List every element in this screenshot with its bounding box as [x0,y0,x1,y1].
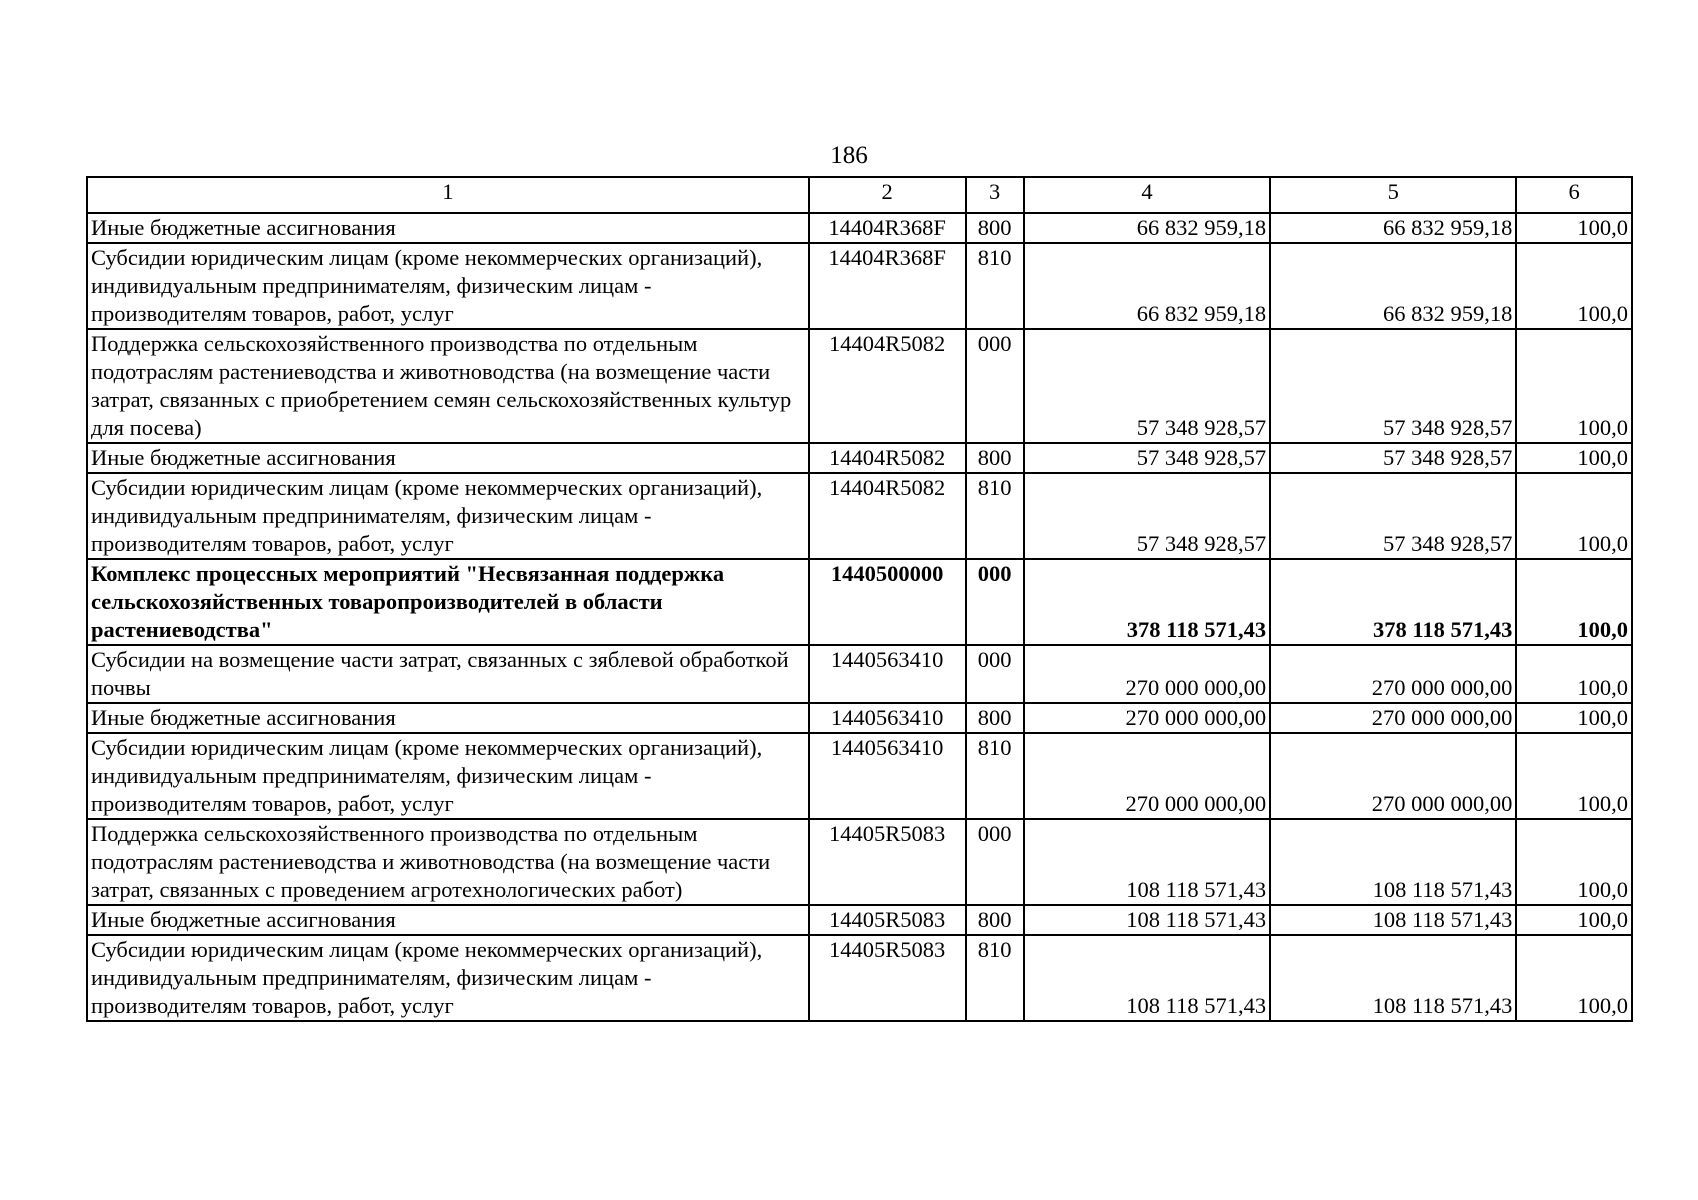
row-code-cell: 14404R5082 [809,473,966,559]
row-type-cell: 810 [966,473,1024,559]
row-percent-cell: 100,0 [1516,703,1632,733]
row-value5-cell: 108 118 571,43 [1270,905,1516,935]
row-name-cell: Иные бюджетные ассигнования [87,703,809,733]
row-code-cell: 1440563410 [809,645,966,703]
row-code-cell: 14405R5083 [809,819,966,905]
table-row [87,329,1632,443]
table-row [87,243,1632,329]
row-percent-cell: 100,0 [1516,443,1632,473]
row-value5-cell: 270 000 000,00 [1270,645,1516,703]
row-code-cell: 14404R5082 [809,443,966,473]
table-row [87,645,1632,703]
row-code-cell: 14405R5083 [809,935,966,1021]
row-name-cell: Иные бюджетные ассигнования [87,213,809,243]
table-row [87,473,1632,559]
row-value4-cell: 57 348 928,57 [1024,329,1270,443]
row-type-cell: 800 [966,443,1024,473]
row-name-cell: Иные бюджетные ассигнования [87,905,809,935]
row-type-cell: 000 [966,329,1024,443]
table-row [87,819,1632,905]
column-header: 1 [87,177,809,213]
row-code-cell: 14404R5082 [809,329,966,443]
row-name-cell: Субсидии юридическим лицам (кроме некоммерческих организаций), индивидуальным предпринимателям, физическим лицам - производителям товаров, работ, услуг [87,733,809,819]
row-value4-cell: 66 832 959,18 [1024,243,1270,329]
header-row [87,177,1632,213]
row-value4-cell: 108 118 571,43 [1024,935,1270,1021]
row-percent-cell: 100,0 [1516,819,1632,905]
row-value4-cell: 66 832 959,18 [1024,213,1270,243]
row-percent-cell: 100,0 [1516,559,1632,645]
column-header: 3 [966,177,1024,213]
row-type-cell: 800 [966,905,1024,935]
row-value5-cell: 378 118 571,43 [1270,559,1516,645]
table-row [87,213,1632,243]
row-value4-cell: 57 348 928,57 [1024,473,1270,559]
row-value5-cell: 57 348 928,57 [1270,443,1516,473]
column-header: 6 [1516,177,1632,213]
row-name-cell: Комплекс процессных мероприятий "Несвязанная поддержка сельскохозяйственных товаропроизводителей в области растениеводства" [87,559,809,645]
row-name-cell: Поддержка сельскохозяйственного производства по отдельным подотраслям растениеводства и животноводства (на возмещение части затрат, связанных с приобретением семян сельскохозяйственных культур для посева) [87,329,809,443]
row-percent-cell: 100,0 [1516,329,1632,443]
row-value4-cell: 57 348 928,57 [1024,443,1270,473]
row-value4-cell: 270 000 000,00 [1024,733,1270,819]
row-type-cell: 800 [966,213,1024,243]
row-name-cell: Иные бюджетные ассигнования [87,443,809,473]
row-code-cell: 1440500000 [809,559,966,645]
row-percent-cell: 100,0 [1516,905,1632,935]
row-name-cell: Субсидии юридическим лицам (кроме некоммерческих организаций), индивидуальным предпринимателям, физическим лицам - производителям товаров, работ, услуг [87,243,809,329]
row-type-cell: 000 [966,645,1024,703]
budget-table [86,176,1633,1022]
row-percent-cell: 100,0 [1516,213,1632,243]
table-row [87,905,1632,935]
row-percent-cell: 100,0 [1516,645,1632,703]
row-type-cell: 810 [966,243,1024,329]
row-type-cell: 000 [966,559,1024,645]
row-percent-cell: 100,0 [1516,243,1632,329]
row-name-cell: Поддержка сельскохозяйственного производства по отдельным подотраслям растениеводства и животноводства (на возмещение части затрат, связанных с проведением агротехнологических работ) [87,819,809,905]
row-code-cell: 14404R368F [809,243,966,329]
row-type-cell: 810 [966,935,1024,1021]
row-percent-cell: 100,0 [1516,733,1632,819]
row-name-cell: Субсидии юридическим лицам (кроме некоммерческих организаций), индивидуальным предпринимателям, физическим лицам - производителям товаров, работ, услуг [87,935,809,1021]
row-name-cell: Субсидии юридическим лицам (кроме некоммерческих организаций), индивидуальным предпринимателям, физическим лицам - производителям товаров, работ, услуг [87,473,809,559]
table-row [87,559,1632,645]
row-value5-cell: 66 832 959,18 [1270,243,1516,329]
row-value5-cell: 270 000 000,00 [1270,703,1516,733]
row-code-cell: 1440563410 [809,733,966,819]
row-value5-cell: 57 348 928,57 [1270,473,1516,559]
row-value5-cell: 66 832 959,18 [1270,213,1516,243]
table-row [87,703,1632,733]
row-value5-cell: 108 118 571,43 [1270,935,1516,1021]
table-body [87,213,1632,1021]
row-value4-cell: 378 118 571,43 [1024,559,1270,645]
row-value5-cell: 108 118 571,43 [1270,819,1516,905]
row-name-cell: Субсидии на возмещение части затрат, связанных с зяблевой обработкой почвы [87,645,809,703]
row-value4-cell: 108 118 571,43 [1024,819,1270,905]
column-header: 2 [809,177,966,213]
row-code-cell: 1440563410 [809,703,966,733]
column-header: 4 [1024,177,1270,213]
row-code-cell: 14404R368F [809,213,966,243]
row-percent-cell: 100,0 [1516,935,1632,1021]
table-row [87,443,1632,473]
row-type-cell: 810 [966,733,1024,819]
row-type-cell: 000 [966,819,1024,905]
row-value4-cell: 270 000 000,00 [1024,703,1270,733]
column-header: 5 [1270,177,1516,213]
row-code-cell: 14405R5083 [809,905,966,935]
row-value5-cell: 57 348 928,57 [1270,329,1516,443]
row-value5-cell: 270 000 000,00 [1270,733,1516,819]
page-number: 186 [830,142,868,169]
row-value4-cell: 270 000 000,00 [1024,645,1270,703]
row-type-cell: 800 [966,703,1024,733]
table-row [87,733,1632,819]
table-row [87,935,1632,1021]
row-value4-cell: 108 118 571,43 [1024,905,1270,935]
row-percent-cell: 100,0 [1516,473,1632,559]
